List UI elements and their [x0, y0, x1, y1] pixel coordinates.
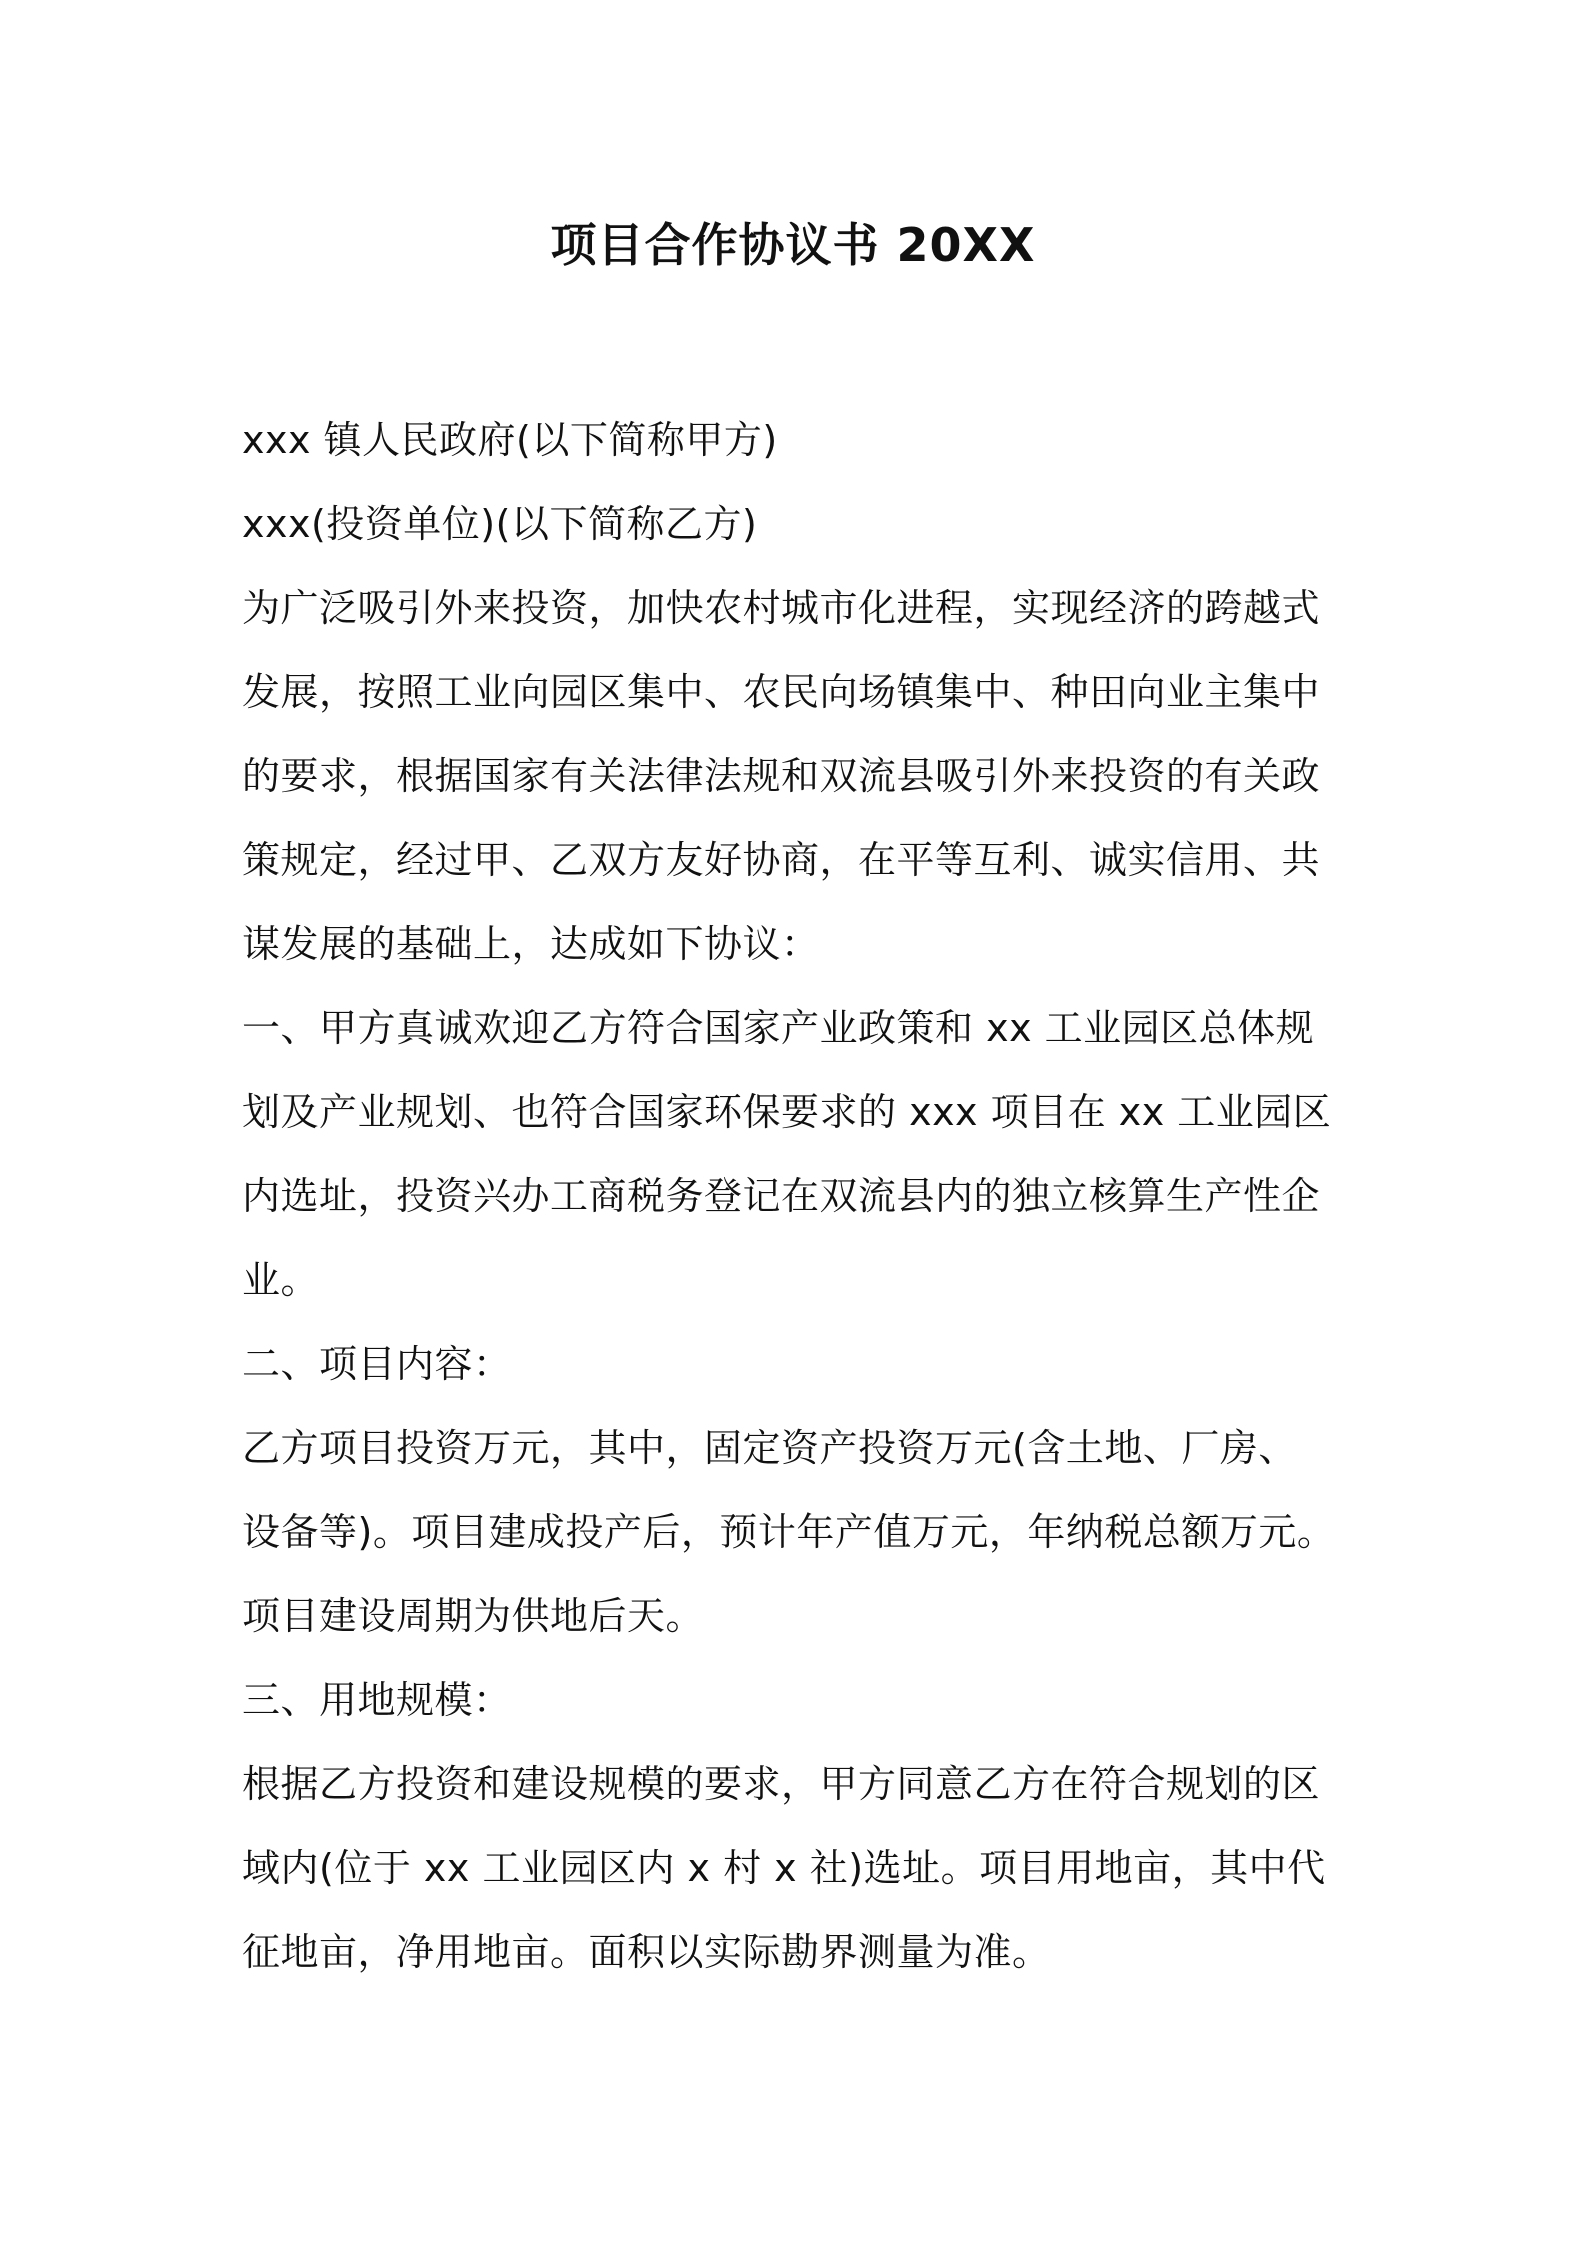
project-content-line: 设备等)。项目建成投产后，预计年产值万元，年纳税总额万元。 [242, 1510, 1336, 1554]
preamble-line: 谋发展的基础上，达成如下协议： [242, 922, 820, 966]
land-scale-line: 根据乙方投资和建设规模的要求，甲方同意乙方在符合规划的区 [242, 1762, 1321, 1806]
clause-one-line: 划及产业规划、也符合国家环保要求的 xxx 项目在 xx 工业园区 [242, 1090, 1332, 1134]
preamble-line: 策规定，经过甲、乙双方友好协商，在平等互利、诚实信用、共 [242, 838, 1321, 882]
preamble-line: 为广泛吸引外来投资，加快农村城市化进程，实现经济的跨越式 [242, 586, 1321, 630]
party-b-line: xxx(投资单位)(以下简称乙方) [242, 502, 758, 546]
land-scale-line: 域内(位于 xx 工业园区内 x 村 x 社)选址。项目用地亩，其中代 [242, 1846, 1326, 1890]
preamble-line: 发展，按照工业向园区集中、农民向场镇集中、种田向业主集中 [242, 670, 1321, 714]
land-scale-line: 征地亩，净用地亩。面积以实际勘界测量为准。 [242, 1930, 1051, 1974]
clause-one-line: 内选址，投资兴办工商税务登记在双流县内的独立核算生产性企 [242, 1174, 1321, 1218]
document-body [242, 398, 1362, 1994]
party-a-line: xxx 镇人民政府(以下简称甲方) [242, 418, 778, 462]
section-heading-project-content: 二、项目内容： [242, 1342, 512, 1386]
clause-one-line: 一、甲方真诚欢迎乙方符合国家产业政策和 xx 工业园区总体规 [242, 1006, 1315, 1050]
project-content-line: 项目建设周期为供地后天。 [242, 1594, 705, 1638]
preamble-line: 的要求，根据国家有关法律法规和双流县吸引外来投资的有关政 [242, 754, 1321, 798]
section-heading-land-scale: 三、用地规模： [242, 1678, 512, 1722]
document-title: 项目合作协议书 20XX [550, 218, 1036, 272]
project-content-line: 乙方项目投资万元，其中，固定资产投资万元(含土地、厂房、 [242, 1426, 1297, 1470]
clause-one-line: 业。 [242, 1258, 320, 1302]
